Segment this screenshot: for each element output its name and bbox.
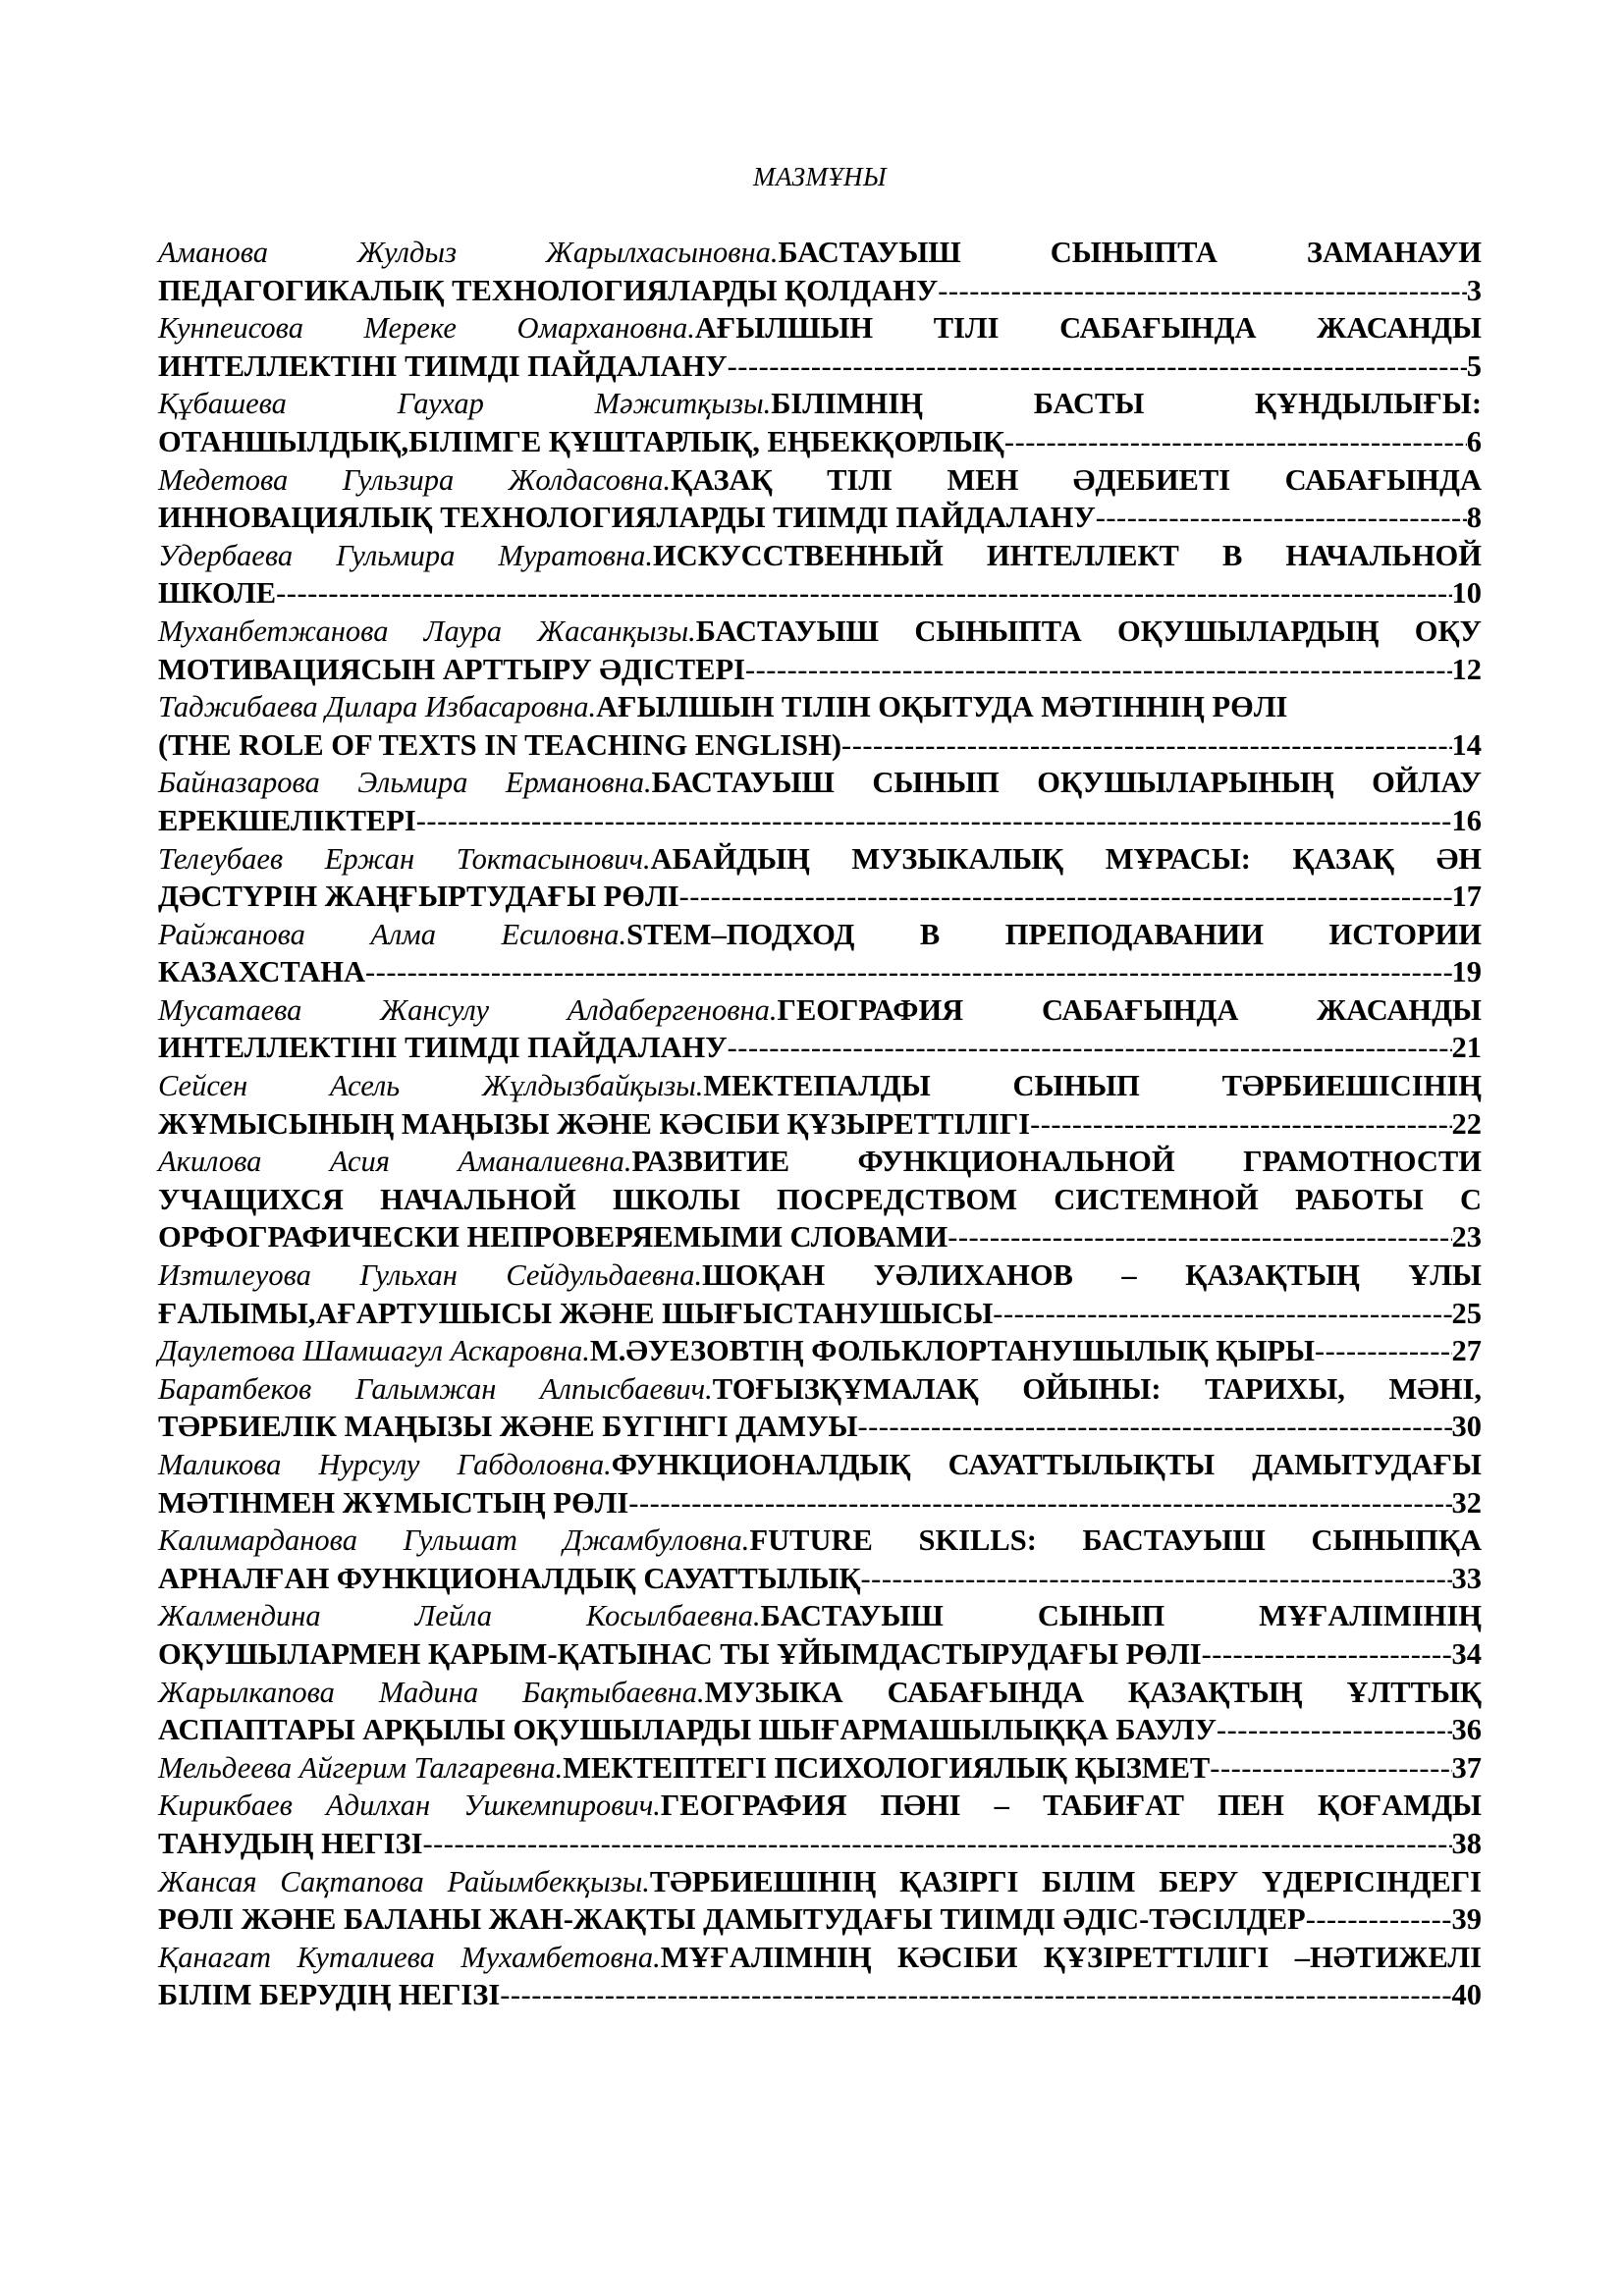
toc-entry-page-number[interactable]: 34 xyxy=(1451,1636,1482,1671)
toc-entry-title-end: МӘТІНМЕН ЖҰМЫСТЫҢ РӨЛІ xyxy=(158,1485,629,1520)
toc-entry-author: Баратбеков Галымжан Алпысбаевич. xyxy=(158,1371,713,1406)
toc-entry-author: Жарылкапова Мадина Бақтыбаевна. xyxy=(158,1675,705,1709)
toc-entry-title-end: БІЛІМ БЕРУДІҢ НЕГІЗІ xyxy=(158,1978,501,2012)
dot-leader xyxy=(728,347,1467,386)
toc-entry-title-end: (THE ROLE OF TEXTS IN TEACHING ENGLISH) xyxy=(158,727,842,762)
toc-entry[interactable] xyxy=(158,1446,1482,1522)
dot-leader xyxy=(422,1825,1451,1863)
toc-entry[interactable] xyxy=(158,613,1482,688)
dot-leader xyxy=(416,802,1452,840)
toc-entry-title-end: М.ӘУЕЗОВТІҢ ФОЛЬКЛОРТАНУШЫЛЫҚ ҚЫРЫ xyxy=(589,1334,1315,1368)
toc-entry[interactable] xyxy=(158,461,1482,537)
toc-entry-first-line xyxy=(158,537,1482,575)
toc-entry-author: Маликова Нурсулу Габдоловна. xyxy=(158,1448,612,1481)
toc-entry-title-end: МЕКТЕПТЕГІ ПСИХОЛОГИЯЛЫҚ ҚЫЗМЕТ xyxy=(563,1750,1211,1785)
toc-entry[interactable] xyxy=(158,764,1482,839)
toc-entry-page-number[interactable]: 23 xyxy=(1451,1220,1482,1255)
toc-entry-page-number[interactable]: 39 xyxy=(1451,1902,1482,1937)
toc-entry-title-middle: УЧАЩИХСЯ НАЧАЛЬНОЙ ШКОЛЫ ПОСРЕДСТВОМ СИСТЕМНОЙ РАБОТЫ С xyxy=(158,1182,1482,1216)
toc-entry-author: Медетова Гульзира Жолдасовна. xyxy=(158,462,672,497)
toc-entry-first-line xyxy=(158,1939,1482,1977)
toc-entry-title-end: ТӘРБИЕЛІК МАҢЫЗЫ ЖӘНЕ БҮГІНГІ ДАМУЫ xyxy=(158,1410,858,1444)
toc-entry-page-number[interactable]: 5 xyxy=(1466,348,1482,383)
toc-entry-author: Муханбетжанова Лаура Жасанқызы. xyxy=(158,614,696,648)
toc-entry-title-start: STEM–ПОДХОД В ПРЕПОДАВАНИИ ИСТОРИИ xyxy=(626,917,1483,951)
toc-entry-last-line xyxy=(158,574,1482,613)
toc-entry-last-line xyxy=(158,1711,1482,1749)
toc-entry-first-line xyxy=(158,1446,1482,1484)
toc-entry-author: Мельдеева Айгерим Талгаревна. xyxy=(158,1750,564,1785)
toc-entry-title-end: ЕРЕКШЕЛІКТЕРІ xyxy=(158,803,416,837)
table-of-contents-heading: МАЗМҰНЫ xyxy=(752,162,888,191)
toc-entry-title-end: ИНТЕЛЛЕКТІНІ ТИІМДІ ПАЙДАЛАНУ xyxy=(158,348,728,383)
toc-entry-last-line xyxy=(158,1484,1482,1522)
document-page xyxy=(158,147,1482,2014)
toc-entry-first-line xyxy=(158,1143,1482,1181)
dot-leader xyxy=(628,1484,1451,1522)
dot-leader xyxy=(861,1560,1452,1598)
toc-entry-author: Құбашева Гаухар Мәжитқызы. xyxy=(158,387,772,421)
toc-entry-page-number[interactable]: 30 xyxy=(1451,1410,1482,1444)
toc-entry-title-end: ОТАНШЫЛДЫҚ,БІЛІМГЕ ҚҰШТАРЛЫҚ, ЕҢБЕКҚОРЛЫҚ xyxy=(158,424,1004,458)
toc-entry-author: Кунпеисова Мереке Омархановна. xyxy=(158,311,695,346)
toc-entry-title-start: РАЗВИТИЕ ФУНКЦИОНАЛЬНОЙ ГРАМОТНОСТИ xyxy=(631,1145,1482,1179)
toc-entry-page-number[interactable]: 3 xyxy=(1466,273,1482,307)
toc-entry-author: Мусатаева Жансулу Алдабергеновна. xyxy=(158,992,778,1027)
toc-entry-last-line xyxy=(158,953,1482,991)
dot-leader xyxy=(947,1218,1451,1256)
toc-entry-page-number[interactable]: 38 xyxy=(1451,1826,1482,1860)
toc-entry-author: Акилова Асия Аманалиевна. xyxy=(158,1145,632,1179)
dot-leader xyxy=(1004,423,1467,461)
toc-entry-last-line xyxy=(158,499,1482,537)
toc-entry-author: Телеубаев Ержан Токтасынович. xyxy=(158,841,651,876)
dot-leader xyxy=(276,574,1451,613)
toc-entry-last-line xyxy=(158,1825,1482,1863)
toc-entry-first-line xyxy=(158,688,1482,726)
toc-entry-page-number[interactable]: 36 xyxy=(1451,1713,1482,1747)
toc-entry-author: Аманова Жулдыз Жарылхасыновна. xyxy=(158,236,779,269)
toc-entry[interactable] xyxy=(158,1332,1482,1370)
dot-leader xyxy=(1202,1635,1452,1674)
toc-entry-first-line xyxy=(158,1256,1482,1295)
toc-entry-first-line xyxy=(158,1787,1482,1825)
toc-entry-first-line xyxy=(158,1370,1482,1409)
toc-entry-author: Кирикбаев Адилхан Ушкемпирович. xyxy=(158,1789,661,1823)
toc-entry-title-end: АСПАПТАРЫ АРҚЫЛЫ ОҚУШЫЛАРДЫ ШЫҒАРМАШЫЛЫҚҚА БАУЛУ xyxy=(158,1713,1217,1747)
toc-entry-title-end: ҒАЛЫМЫ,АҒАРТУШЫСЫ ЖӘНЕ ШЫҒЫСТАНУШЫСЫ xyxy=(158,1296,994,1330)
toc-entry-title-start: БАСТАУЫШ СЫНЫПТА ЗАМАНАУИ xyxy=(778,236,1482,269)
toc-entry-title-start: БАСТАУЫШ СЫНЫП ОҚУШЫЛАРЫНЫҢ ОЙЛАУ xyxy=(651,766,1482,800)
toc-entry-page-number[interactable]: 16 xyxy=(1451,803,1482,837)
toc-entry[interactable] xyxy=(158,1522,1482,1597)
toc-entry-last-line xyxy=(158,1560,1482,1598)
toc-entry-title-end: ИННОВАЦИЯЛЫҚ ТЕХНОЛОГИЯЛАРДЫ ТИІМДІ ПАЙДАЛАНУ xyxy=(158,501,1096,535)
toc-entry-title-start: АҒЫЛШЫН ТІЛІН ОҚЫТУДА МӘТІННІҢ РӨЛІ xyxy=(596,690,1288,724)
toc-entry-page-number[interactable]: 8 xyxy=(1466,501,1482,535)
toc-entry-first-line xyxy=(158,991,1482,1030)
toc-entry-title-start: БІЛІМНІҢ БАСТЫ ҚҰНДЫЛЫҒЫ: xyxy=(771,387,1482,421)
toc-entry[interactable] xyxy=(158,537,1482,613)
toc-entry-first-line xyxy=(158,1597,1482,1635)
toc-entry-first-line xyxy=(158,1522,1482,1560)
toc-entry[interactable] xyxy=(158,916,1482,991)
toc-entry-page-number[interactable]: 12 xyxy=(1451,652,1482,686)
dot-leader xyxy=(1315,1332,1452,1370)
toc-entry-first-line xyxy=(158,1674,1482,1712)
toc-entry-page-number[interactable]: 32 xyxy=(1451,1485,1482,1520)
toc-entry-page-number[interactable]: 22 xyxy=(1451,1106,1482,1141)
toc-entry-title-end: ТАНУДЫҢ НЕГІЗІ xyxy=(158,1826,423,1860)
toc-entry-author: Байназарова Эльмира Ермановна. xyxy=(158,766,652,800)
toc-entry[interactable] xyxy=(158,309,1482,385)
toc-entry[interactable] xyxy=(158,1597,1482,1673)
toc-entry[interactable] xyxy=(158,991,1482,1067)
toc-entry-page-number[interactable]: 6 xyxy=(1466,424,1482,458)
toc-entry-first-line xyxy=(158,234,1482,272)
toc-entry-title-start: FUTURE SKILLS: БАСТАУЫШ СЫНЫПҚА xyxy=(749,1523,1482,1558)
toc-entry-title-start: ГЕОГРАФИЯ САБАҒЫНДА ЖАСАНДЫ xyxy=(777,992,1482,1027)
toc-entry-title-start: МУЗЫКА САБАҒЫНДА ҚАЗАҚТЫҢ ҰЛТТЫҚ xyxy=(704,1675,1483,1709)
toc-entry-author: Жансая Сақтапова Райымбекқызы. xyxy=(158,1864,650,1898)
toc-entry[interactable] xyxy=(158,385,1482,460)
toc-entry-title-end: АРНАЛҒАН ФУНКЦИОНАЛДЫҚ САУАТТЫЛЫҚ xyxy=(158,1561,861,1595)
dot-leader xyxy=(1210,1749,1451,1788)
toc-entry-page-number[interactable]: 40 xyxy=(1451,1978,1482,2012)
toc-entry-last-line xyxy=(158,272,1482,310)
toc-entry-author: Даулетова Шамшагул Аскаровна. xyxy=(158,1334,590,1368)
toc-entry-author: Калимарданова Гульшат Джамбуловна. xyxy=(158,1523,750,1558)
toc-entry[interactable] xyxy=(158,688,1482,764)
toc-entry-author: Райжанова Алма Есиловна. xyxy=(158,917,627,951)
toc-entry-page-number[interactable]: 21 xyxy=(1451,1031,1482,1065)
toc-entry-last-line xyxy=(158,802,1482,840)
toc-entry-author: Изтилеуова Гульхан Сейдульдаевна. xyxy=(158,1258,703,1293)
toc-entry-title-start: ГЕОГРАФИЯ ПӘНІ – ТАБИҒАТ ПЕН ҚОҒАМДЫ xyxy=(660,1789,1483,1823)
toc-entry-first-line xyxy=(158,309,1482,347)
toc-entry-title-start: АБАЙДЫҢ МУЗЫКАЛЫҚ МҰРАСЫ: ҚАЗАҚ ӘН xyxy=(650,841,1482,876)
toc-entry-last-line xyxy=(158,1635,1482,1674)
toc-entry-title-end: ОҚУШЫЛАРМЕН ҚАРЫМ-ҚАТЫНАС ТЫ ҰЙЫМДАСТЫРУДАҒЫ РӨЛІ xyxy=(158,1636,1202,1671)
toc-entry-last-line xyxy=(158,1749,1482,1788)
toc-entry-first-line xyxy=(158,461,1482,500)
toc-entry-last-line xyxy=(158,1976,1482,2014)
toc-entry-title-end: ИНТЕЛЛЕКТІНІ ТИІМДІ ПАЙДАЛАНУ xyxy=(158,1031,728,1065)
toc-entry-last-line xyxy=(158,726,1482,765)
dot-leader xyxy=(745,651,1452,689)
toc-entry[interactable] xyxy=(158,1370,1482,1446)
toc-entry-last-line xyxy=(158,423,1482,461)
toc-entry-last-line xyxy=(158,1218,1482,1256)
toc-entry-title-end: МОТИВАЦИЯСЫН АРТТЫРУ ӘДІСТЕРІ xyxy=(158,652,745,686)
dot-leader xyxy=(728,1029,1452,1067)
dot-leader xyxy=(679,878,1452,916)
dot-leader xyxy=(500,1976,1451,2014)
toc-entry-first-line xyxy=(158,916,1482,954)
toc-entry-last-line xyxy=(158,1029,1482,1067)
toc-entry-author: Удербаева Гульмира Муратовна. xyxy=(158,538,653,572)
toc-entry-page-number[interactable]: 37 xyxy=(1451,1750,1482,1785)
dot-leader xyxy=(365,953,1452,991)
toc-entry[interactable] xyxy=(158,1067,1482,1143)
dot-leader xyxy=(841,726,1451,765)
toc-entry-title-end: ОРФОГРАФИЧЕСКИ НЕПРОВЕРЯЕМЫМИ СЛОВАМИ xyxy=(158,1220,948,1255)
toc-entry[interactable] xyxy=(158,1143,1482,1256)
toc-entry[interactable] xyxy=(158,1939,1482,2014)
dot-leader xyxy=(857,1408,1451,1446)
toc-entry-last-line xyxy=(158,1332,1482,1370)
toc-entry[interactable] xyxy=(158,840,1482,916)
table-of-contents xyxy=(158,234,1482,2014)
toc-entry-last-line xyxy=(158,1105,1482,1144)
toc-entry-page-number[interactable]: 33 xyxy=(1451,1561,1482,1595)
toc-entry-title-start: АҒЫЛШЫН ТІЛІ САБАҒЫНДА ЖАСАНДЫ xyxy=(694,311,1482,346)
toc-entry-first-line xyxy=(158,764,1482,802)
toc-entry-page-number[interactable]: 19 xyxy=(1451,955,1482,989)
toc-entry[interactable] xyxy=(158,1787,1482,1862)
toc-entry-last-line xyxy=(158,347,1482,386)
dot-leader xyxy=(1096,499,1467,537)
toc-entry-last-line xyxy=(158,651,1482,689)
toc-entry-last-line xyxy=(158,1295,1482,1333)
dot-leader xyxy=(1217,1711,1452,1749)
toc-entry-page-number[interactable]: 10 xyxy=(1451,576,1482,611)
toc-entry-title-end: РӨЛІ ЖӘНЕ БАЛАНЫ ЖАН-ЖАҚТЫ ДАМЫТУДАҒЫ ТИІМДІ ӘДІС-ТӘСІЛДЕР xyxy=(158,1902,1306,1937)
toc-entry-page-number[interactable]: 17 xyxy=(1451,880,1482,914)
dot-leader xyxy=(1306,1900,1452,1939)
toc-entry-title-end: КАЗАХСТАНА xyxy=(158,955,365,989)
toc-entry-first-line xyxy=(158,613,1482,651)
toc-entry[interactable] xyxy=(158,1749,1482,1788)
toc-entry[interactable] xyxy=(158,1674,1482,1749)
toc-entry-last-line xyxy=(158,878,1482,916)
toc-entry-page-number[interactable]: 27 xyxy=(1451,1334,1482,1368)
toc-entry-page-number[interactable]: 14 xyxy=(1451,727,1482,762)
toc-entry-author: Таджибаева Дилара Избасаровна. xyxy=(158,690,597,724)
toc-entry-last-line xyxy=(158,1408,1482,1446)
toc-entry-title-start: МҰҒАЛІМНІҢ КӘСІБИ ҚҰЗІРЕТТІЛІГІ –НӘТИЖЕЛІ xyxy=(660,1940,1482,1974)
toc-entry-author: Жалмендина Лейла Косылбаевна. xyxy=(158,1599,761,1633)
toc-entry-last-line xyxy=(158,1900,1482,1939)
dot-leader xyxy=(938,272,1467,310)
toc-entry-title-end: ЖҰМЫСЫНЫҢ МАҢЫЗЫ ЖӘНЕ КӘСІБИ ҚҰЗЫРЕТТІЛІГІ xyxy=(158,1106,1031,1141)
toc-entry-first-line xyxy=(158,385,1482,423)
dot-leader xyxy=(993,1295,1451,1333)
toc-entry-title-start: БАСТАУЫШ СЫНЫПТА ОҚУШЫЛАРДЫҢ ОҚУ xyxy=(695,614,1483,648)
toc-entry-author: Қанагат Куталиева Мухамбетовна. xyxy=(158,1940,661,1974)
toc-entry-title-start: МЕКТЕПАЛДЫ СЫНЫП ТӘРБИЕШІСІНІҢ xyxy=(703,1069,1482,1103)
toc-entry-title-start: ФУНКЦИОНАЛДЫҚ САУАТТЫЛЫҚТЫ ДАМЫТУДАҒЫ xyxy=(611,1448,1482,1481)
toc-entry-page-number[interactable]: 25 xyxy=(1451,1296,1482,1330)
toc-entry[interactable] xyxy=(158,234,1482,309)
toc-entry-title-end: ПЕДАГОГИКАЛЫҚ ТЕХНОЛОГИЯЛАРДЫ ҚОЛДАНУ xyxy=(158,273,939,307)
toc-entry-title-start: ТОҒЫЗҚҰМАЛАҚ ОЙЫНЫ: ТАРИХЫ, МӘНІ, xyxy=(712,1371,1483,1406)
toc-entry-title-start: ҚАЗАҚ ТІЛІ МЕН ӘДЕБИЕТІ САБАҒЫНДА xyxy=(671,462,1482,497)
toc-entry[interactable] xyxy=(158,1863,1482,1939)
toc-entry-title-start: БАСТАУЫШ СЫНЫП МҰҒАЛІМІНІҢ xyxy=(760,1599,1483,1633)
toc-entry-first-line xyxy=(158,1863,1482,1901)
toc-entry[interactable] xyxy=(158,1256,1482,1332)
toc-entry-title-end: ШКОЛЕ xyxy=(158,576,277,611)
toc-entry-title-end: ДӘСТҮРІН ЖАҢҒЫРТУДАҒЫ РӨЛІ xyxy=(158,880,679,914)
toc-entry-first-line xyxy=(158,840,1482,879)
dot-leader xyxy=(1030,1105,1451,1144)
toc-entry-middle-line xyxy=(158,1181,1482,1219)
toc-entry-title-start: ИСКУССТВЕННЫЙ ИНТЕЛЛЕКТ В НАЧАЛЬНОЙ xyxy=(653,538,1482,572)
toc-entry-author: Сейсен Асель Жұлдызбайқызы. xyxy=(158,1069,704,1103)
toc-entry-first-line xyxy=(158,1067,1482,1105)
toc-entry-title-start: ТӘРБИЕШІНІҢ ҚАЗІРГІ БІЛІМ БЕРУ ҮДЕРІСІНДЕГІ xyxy=(649,1864,1482,1898)
toc-entry-title-start: ШОҚАН УӘЛИХАНОВ – ҚАЗАҚТЫҢ ҰЛЫ xyxy=(702,1258,1483,1293)
